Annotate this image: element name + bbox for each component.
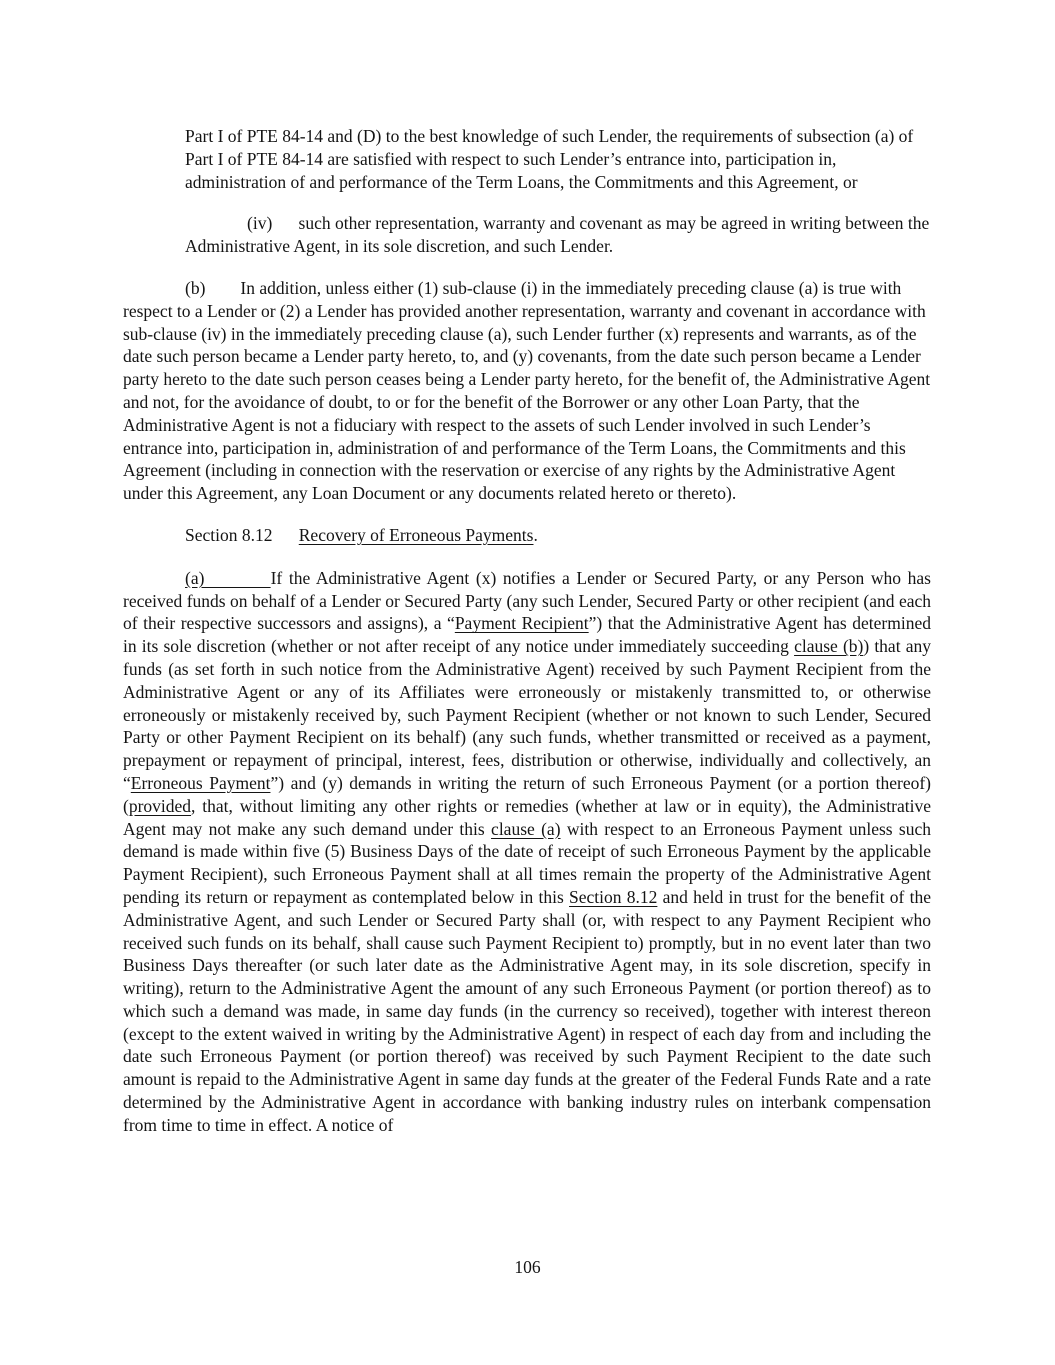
underlined-text-run: clause (b)	[794, 636, 864, 657]
text-run	[273, 525, 299, 545]
text-run: and held in trust for the benefit of the Administrative Agent, and such Lender or Secured Party shall (or, with respect to any Payment Recipient who received such funds on its behalf, shall cause such Payment Recipient to) promptly, but in no event later than two Business Days thereafter (or such later date as the Administrative Agent may, in its sole discretion, specify in writing), return to the Administrative Agent the amount of any such Erroneous Payment (or portion thereof) as to which such a demand was made, in same day funds (in the currency so received), together with interest thereon (except to the extent waived in writing by the Administrative Agent) in respect of each day from and including the date such Erroneous Payment (or portion thereof) was received by such Payment Recipient to the date such amount is repaid to the Administrative Agent in same day funds at the greater of the Federal Funds Rate and a rate determined by the Administrative Agent in accordance with banking industry rules on interbank compensation from time to time in effect. A notice of	[123, 886, 931, 1135]
text-run: ) that any funds (as set forth in such notice from the Administrative Agent) received by such Payment Recipient from the Administrative Agent or any of its Affiliates were erroneously or mistakenly transmitted to, or otherwise erroneously or mistakenly received by, such Payment Recipient (whether or not known to such Lender, Secured Party or other Payment Recipient on its behalf) (any such funds, whether transmitted or received as a payment, prepayment or repayment of principal, interest, fees, distribution or otherwise, individually and collectively, an “	[123, 636, 931, 793]
text-run: If the Administrative Agent (x) notifies a Lender or Secured Party, or any Person who has received funds on behalf of a Lender or Secured Party (any such Lender, Secured Party or other recipient (and each of their respective successors and assigns), a “	[123, 567, 931, 634]
paragraph-continuation-pte	[185, 125, 931, 193]
text-run: with respect to an Erroneous Payment unless such demand is made within five (5) Business Days of the date of receipt of such Erroneous Payment by the applicable Payment Recipient), such Erroneous Payment shall at all times remain the property of the Administrative Agent pending its return or repayment as contemplated below in this	[123, 818, 931, 907]
underlined-text-run: Recovery of Erroneous Payments	[298, 524, 534, 545]
text-run: (iv) such other representation, warranty and covenant as may be agreed in writing between the Administrative Agent, in its sole discretion, and such Lender.	[185, 213, 930, 257]
text-run: ”) that the Administrative Agent has determined in its sole discretion (whether or not after receipt of any notice under immediately succeeding	[123, 613, 931, 657]
paragraph-clause-b	[123, 277, 931, 505]
underlined-text-run: (a)	[185, 567, 271, 588]
text-run: Part I of PTE 84-14 and (D) to the best knowledge of such Lender, the requirements of subsection (a) of Part I of PTE 84-14 are satisfied with respect to such Lender’s entrance into, participation in, administration of and performance of the Term Loans, the Commitments and this Agreement, or	[185, 126, 914, 192]
underlined-text-run: Payment Recipient	[454, 613, 589, 634]
text-run: Section 8.12	[185, 524, 273, 545]
paragraph-clause-iv	[185, 212, 931, 258]
underlined-text-run: provided	[128, 795, 192, 816]
paragraph-clause-a	[123, 567, 931, 1137]
page-number: 106	[514, 1257, 541, 1277]
underlined-text-run: Section 8.12	[569, 886, 658, 907]
section-heading-8-12	[123, 524, 931, 547]
text-run: , that, without limiting any other rights or remedies (whether at law or in equity), the Administrative Agent may not make any such demand under this	[123, 795, 931, 839]
text-run: .	[533, 524, 538, 545]
text-run: ”) and (y) demands in writing the return of such Erroneous Payment (or a portion thereof) (	[123, 772, 931, 816]
underlined-text-run: clause (a)	[491, 818, 561, 839]
underlined-text-run: Erroneous Payment	[130, 772, 271, 793]
text-run: (b) In addition, unless either (1) sub-clause (i) in the immediately preceding clause (a) is true with respect to a Lender or (2) a Lender has provided another representation, warranty and covenant in accordance with sub-clause (iv) in the immediately preceding clause (a), such Lender further (x) represents and warrants, as of the date such person became a Lender party hereto, to, and (y) covenants, from the date such person became a Lender party hereto to the date such person ceases being a Lender party hereto, for the benefit of, the Administrative Agent and not, for the avoidance of doubt, to or for the benefit of the Borrower or any other Loan Party, that the Administrative Agent is not a fiduciary with respect to the assets of such Lender involved in such Lender’s entrance into, participation in, administration of and performance of the Term Loans, the Commitments and this Agreement (including in connection with the reservation or exercise of any rights by the Administrative Agent under this Agreement, any Loan Document or any documents related hereto or thereto).	[123, 277, 931, 504]
